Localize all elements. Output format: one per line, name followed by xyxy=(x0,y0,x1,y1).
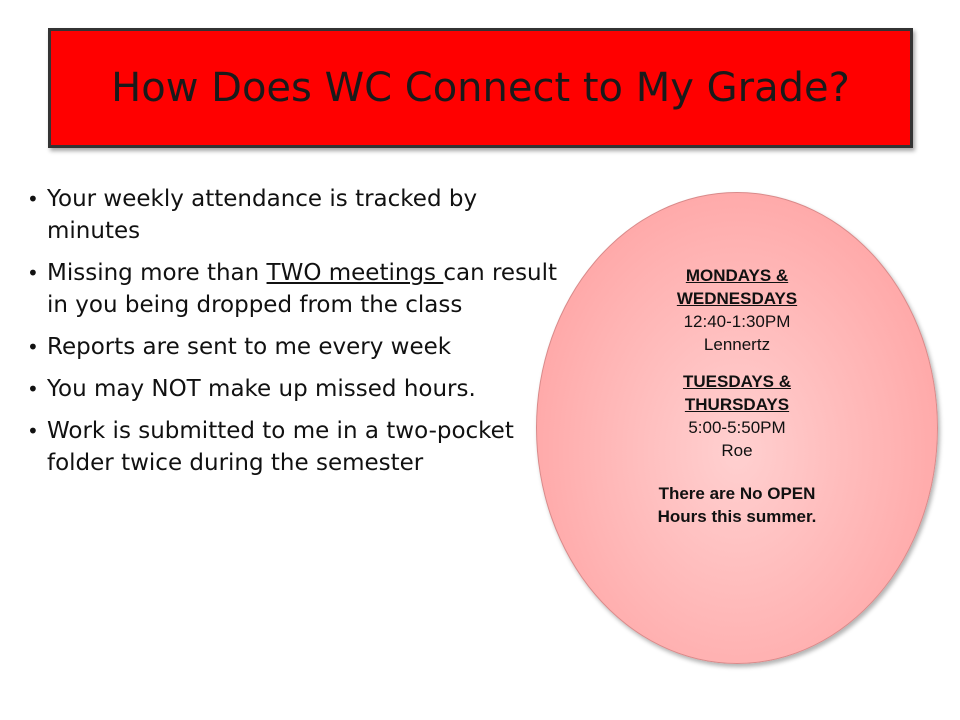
bullet-marker: • xyxy=(27,335,39,359)
bullet-text: You may NOT make up missed hours. xyxy=(47,376,476,402)
group1-time: 12:40-1:30PM xyxy=(683,312,791,331)
bullet-text-underlined: TWO meetings xyxy=(266,260,444,286)
bullet-text-after: can result in you being dropped from the class xyxy=(47,260,558,318)
bullet-marker: • xyxy=(27,187,39,211)
bullet-marker: • xyxy=(27,419,39,443)
note-line1: There are No OPEN xyxy=(658,484,816,503)
bullet-item xyxy=(27,183,572,247)
group2-days-line1: TUESDAYS & xyxy=(682,372,791,391)
spacer xyxy=(536,462,938,476)
group1-days-line2: WEDNESDAYS xyxy=(676,289,798,308)
group2-days-line2: THURSDAYS xyxy=(684,395,790,414)
group1-name: Lennertz xyxy=(703,335,771,354)
title-banner xyxy=(48,28,913,148)
bullet-text: Work is submitted to me in a two-pocket folder twice during the semester xyxy=(47,418,514,476)
bullet-text: Your weekly attendance is tracked by minutes xyxy=(47,186,478,244)
group2-time: 5:00-5:50PM xyxy=(688,418,786,437)
schedule-content xyxy=(536,264,938,528)
bullet-text-before: Missing more than xyxy=(47,260,267,286)
bullet-marker: • xyxy=(27,261,39,285)
bullet-text: Reports are sent to me every week xyxy=(47,334,452,360)
slide-title: How Does WC Connect to My Grade? xyxy=(111,65,850,111)
group2-name: Roe xyxy=(721,441,753,460)
group1-days-line1: MONDAYS & xyxy=(685,266,789,285)
bullet-marker: • xyxy=(27,377,39,401)
bullet-list xyxy=(27,183,572,489)
note-line2: Hours this summer. xyxy=(657,507,817,526)
bullet-item xyxy=(27,415,572,479)
spacer xyxy=(536,356,938,370)
bullet-item xyxy=(27,331,572,363)
bullet-item xyxy=(27,257,572,321)
bullet-item xyxy=(27,373,572,405)
bullet-text xyxy=(47,257,572,321)
